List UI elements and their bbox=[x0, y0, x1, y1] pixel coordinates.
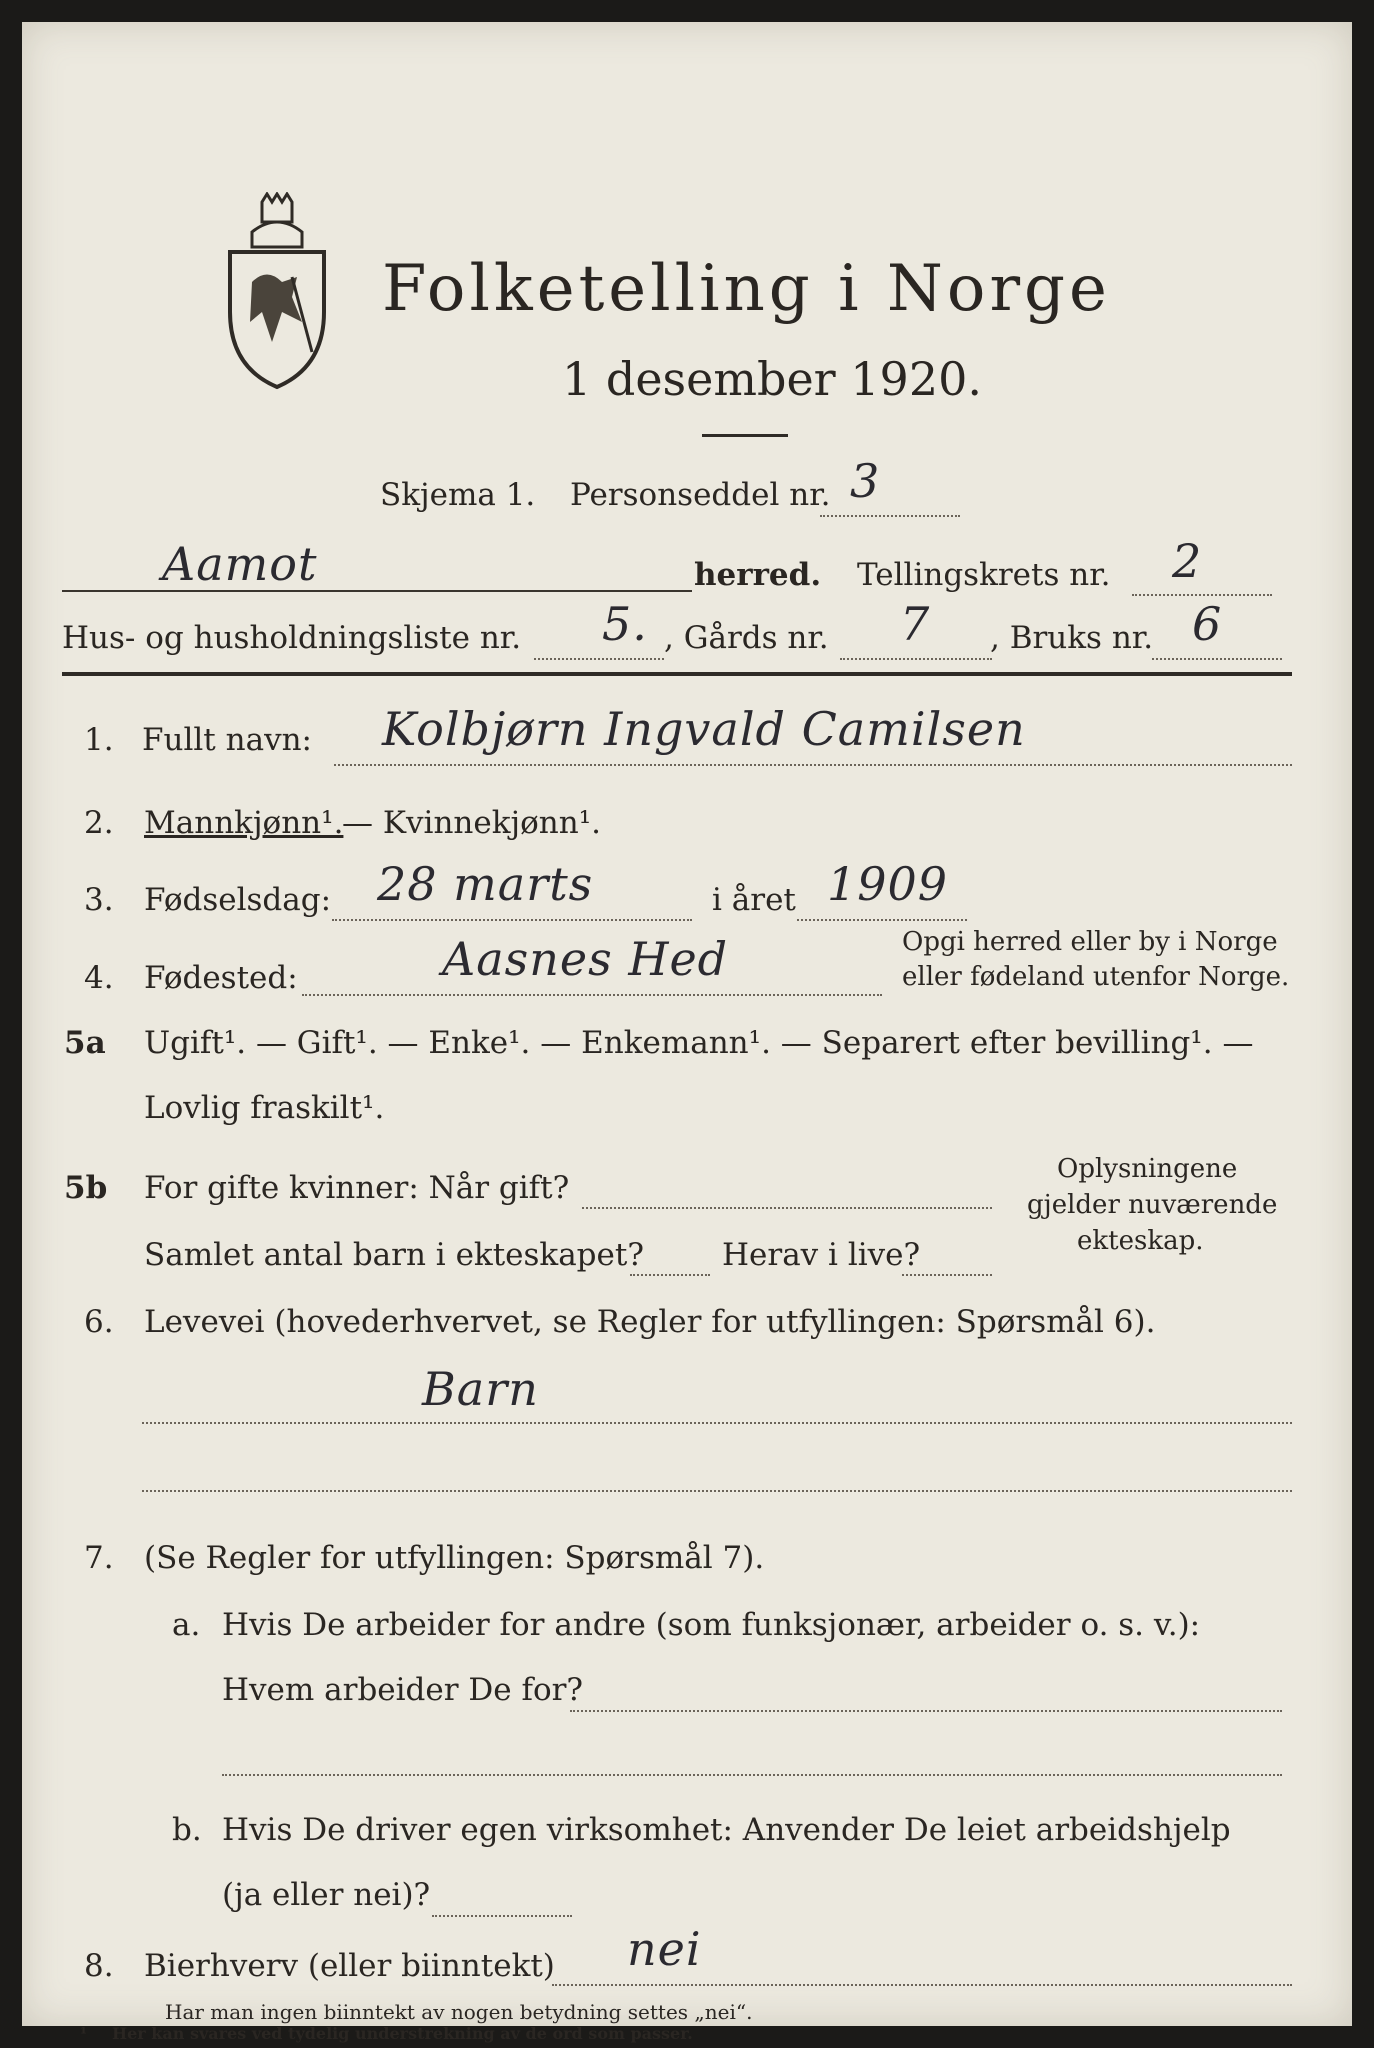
divorced-option[interactable]: Lovlig fraskilt¹. bbox=[144, 1090, 385, 1126]
personseddel-value[interactable]: 3 bbox=[850, 454, 881, 508]
footnote-text: Her kan svares ved tydelig understrekning av de ord som passer. bbox=[112, 2024, 693, 2043]
birthplace-note-1: Opgi herred eller by i Norge bbox=[902, 927, 1278, 957]
birthplace-value[interactable]: Aasnes Hed bbox=[442, 932, 729, 986]
herred-value[interactable]: Aamot bbox=[162, 537, 318, 591]
header-rule bbox=[62, 672, 1292, 676]
form-title: Folketelling i Norge bbox=[382, 252, 1111, 326]
employer-line-2[interactable] bbox=[222, 1774, 1282, 1776]
female-option[interactable]: — Kvinnekjønn¹. bbox=[342, 805, 601, 841]
bruks-value[interactable]: 6 bbox=[1192, 597, 1223, 651]
census-date: 1 desember 1920. bbox=[562, 352, 982, 406]
hus-line bbox=[534, 658, 664, 660]
q8-number: 8. bbox=[84, 1948, 114, 1984]
footnote-mark: ¹ bbox=[80, 2024, 88, 2043]
occupation-line-1 bbox=[142, 1422, 1292, 1424]
skjema-label: Skjema 1. bbox=[380, 477, 536, 513]
herred-label: herred. bbox=[694, 557, 822, 593]
bruks-label: , Bruks nr. bbox=[990, 620, 1154, 656]
children-alive-line bbox=[902, 1274, 992, 1276]
occupation-line-2 bbox=[142, 1490, 1292, 1492]
side-income-label: Bierhverv (eller biinntekt) bbox=[144, 1948, 555, 1984]
q7a-letter: a. bbox=[172, 1607, 201, 1643]
full-name-value[interactable]: Kolbjørn Ingvald Camilsen bbox=[382, 702, 1026, 756]
birth-year-value[interactable]: 1909 bbox=[827, 857, 949, 911]
q4-label: Fødested: bbox=[144, 960, 298, 996]
marriage-note-2: gjelder nuværende bbox=[1027, 1190, 1278, 1220]
bruks-line bbox=[1152, 658, 1282, 660]
birth-year-line bbox=[797, 919, 967, 921]
children-alive-label: Herav i live? bbox=[722, 1237, 921, 1273]
tellingskrets-label: Tellingskrets nr. bbox=[857, 557, 1111, 593]
q6-number: 6. bbox=[84, 1304, 114, 1340]
census-form-sheet bbox=[22, 22, 1352, 2026]
q5a-number: 5a bbox=[64, 1025, 106, 1061]
occupation-value[interactable]: Barn bbox=[422, 1362, 539, 1416]
married-when-line bbox=[582, 1207, 992, 1209]
herred-line bbox=[62, 590, 692, 592]
birth-date-line bbox=[332, 919, 692, 921]
tellingskrets-value[interactable]: 2 bbox=[1172, 534, 1203, 588]
personseddel-label: Personseddel nr. bbox=[570, 477, 831, 513]
birthplace-note-2: eller fødeland utenfor Norge. bbox=[902, 962, 1290, 992]
children-total-label: Samlet antal barn i ekteskapet? bbox=[144, 1237, 644, 1273]
side-income-line bbox=[552, 1984, 1292, 1986]
q1-number: 1. bbox=[84, 722, 114, 758]
q7-label: (Se Regler for utfyllingen: Spørsmål 7). bbox=[144, 1540, 765, 1576]
children-total-line bbox=[630, 1274, 710, 1276]
marriage-note-3: ekteskap. bbox=[1077, 1226, 1204, 1256]
nei-note: Har man ingen biinntekt av nogen betydning settes „nei“. bbox=[165, 2000, 753, 2024]
q4-number: 4. bbox=[84, 960, 114, 996]
q7a-question: Hvis De arbeider for andre (som funksjonær, arbeider o. s. v.): bbox=[222, 1607, 1201, 1643]
q5b-number: 5b bbox=[64, 1170, 108, 1206]
hired-help-line[interactable] bbox=[432, 1915, 572, 1917]
full-name-line bbox=[334, 764, 1292, 766]
hus-label: Hus- og husholdningsliste nr. bbox=[62, 620, 522, 656]
male-option[interactable]: Mannkjønn¹. bbox=[144, 805, 344, 841]
q3-number: 3. bbox=[84, 882, 114, 918]
q1-label: Fullt navn: bbox=[142, 722, 312, 758]
side-income-value[interactable]: nei bbox=[627, 1922, 702, 1976]
hus-value[interactable]: 5. bbox=[602, 597, 648, 651]
q7-number: 7. bbox=[84, 1540, 114, 1576]
marital-status-options[interactable]: Ugift¹. — Gift¹. — Enke¹. — Enkemann¹. — Separert efter bevilling¹. — bbox=[144, 1025, 1254, 1061]
year-label: i året bbox=[712, 882, 796, 918]
personseddel-line bbox=[820, 515, 960, 517]
birthplace-line bbox=[302, 994, 882, 996]
hired-help-label: (ja eller nei)? bbox=[222, 1877, 431, 1913]
gards-label: , Gårds nr. bbox=[664, 620, 829, 656]
q7b-question: Hvis De driver egen virksomhet: Anvender De leiet arbeidshjelp bbox=[222, 1812, 1231, 1848]
tellingskrets-line bbox=[1132, 594, 1272, 596]
married-when-label: For gifte kvinner: Når gift? bbox=[144, 1170, 570, 1206]
birth-date-value[interactable]: 28 marts bbox=[377, 857, 594, 911]
gards-line bbox=[840, 658, 992, 660]
gards-value[interactable]: 7 bbox=[900, 597, 931, 651]
marriage-note-1: Oplysningene bbox=[1057, 1154, 1238, 1184]
title-divider bbox=[702, 434, 788, 437]
q3-label: Fødselsdag: bbox=[144, 882, 332, 918]
occupation-label: Levevei (hovederhvervet, se Regler for utfyllingen: Spørsmål 6). bbox=[144, 1304, 1156, 1340]
q7b-letter: b. bbox=[172, 1812, 202, 1848]
q2-number: 2. bbox=[84, 805, 114, 841]
employer-label: Hvem arbeider De for? bbox=[222, 1672, 584, 1708]
norway-coat-of-arms-icon bbox=[222, 192, 332, 392]
employer-line-1[interactable] bbox=[570, 1710, 1282, 1712]
